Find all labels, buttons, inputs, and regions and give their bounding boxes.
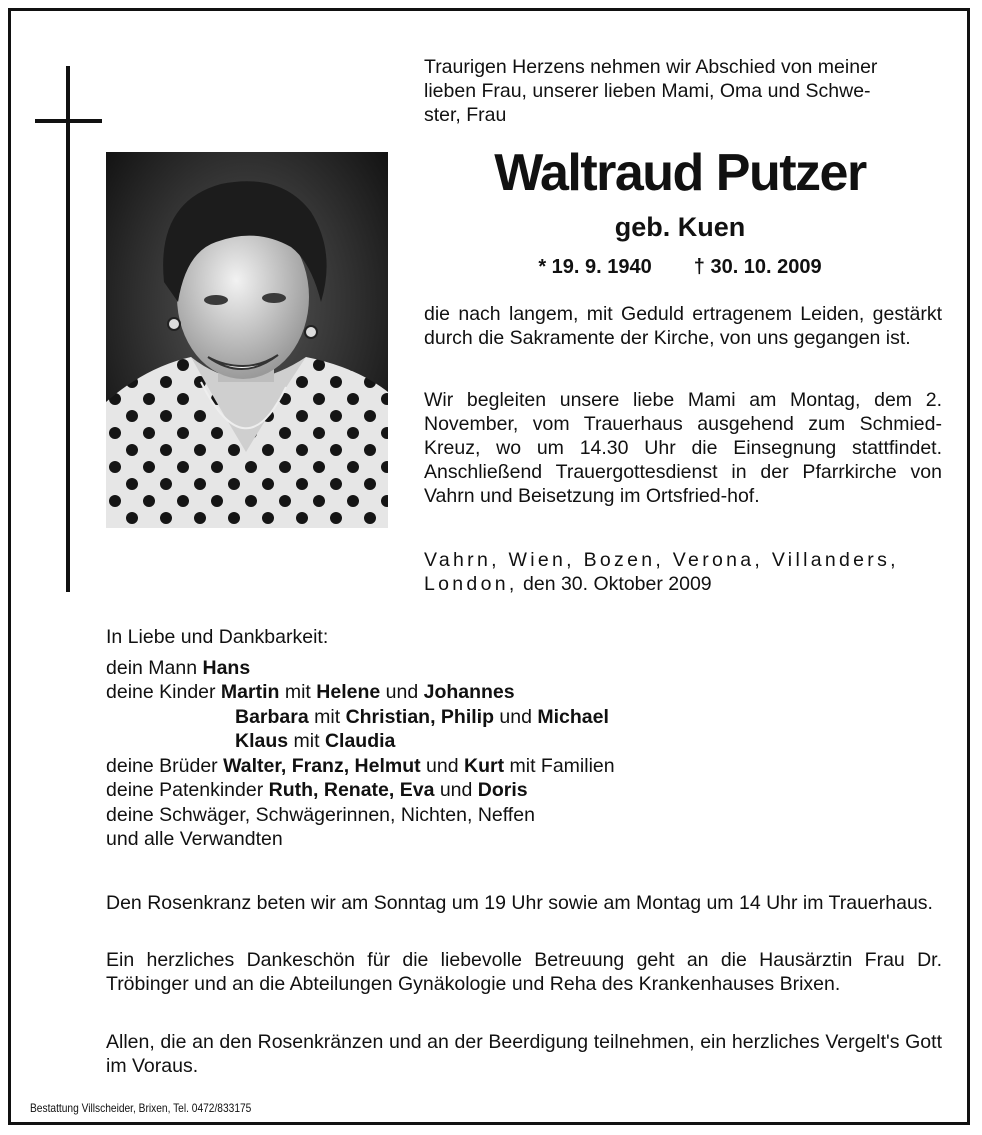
mourner-inlaws: deine Schwäger, Schwägerinnen, Nichten, Neffen bbox=[106, 803, 535, 826]
mourner-child-barbara: Barbara mit Christian, Philip und Michael bbox=[235, 705, 609, 728]
passing-paragraph: die nach langem, mit Geduld ertragenem Leiden, gestärkt durch die Sakramente der Kirche, von uns gegangen ist. bbox=[424, 303, 942, 349]
mourners-list bbox=[106, 625, 806, 852]
mourner-child-klaus: Klaus mit Claudia bbox=[235, 730, 396, 752]
places-line: Vahrn, Wien, Bozen, Verona, Villanders, bbox=[424, 549, 899, 571]
place-date bbox=[424, 548, 944, 596]
life-dates bbox=[380, 253, 980, 281]
funeral-home-footer: Bestattung Villscheider, Brixen, Tel. 0472/833175 bbox=[30, 1101, 252, 1115]
maiden-name: geb. Kuen bbox=[614, 212, 746, 242]
intro-line: lieben Frau, unserer lieben Mami, Oma und Schwe- bbox=[424, 80, 871, 102]
rosary-paragraph: Den Rosenkranz beten wir am Sonntag um 19 Uhr sowie am Montag um 14 Uhr im Trauerhaus. bbox=[106, 892, 933, 914]
thanks-all-paragraph: Allen, die an den Rosenkränzen und an der Beerdigung teilnehmen, ein herzliches Vergelt's Gott im Voraus. bbox=[106, 1031, 942, 1077]
mourner-relatives: und alle Verwandten bbox=[106, 828, 283, 850]
birth-date: * 19. 9. 1940 bbox=[538, 256, 652, 278]
death-date: † 30. 10. 2009 bbox=[693, 256, 822, 278]
funeral-paragraph: Wir begleiten unsere liebe Mami am Montag, dem 2. November, vom Trauerhaus ausgehend zum Schmied-Kreuz, wo um 14.30 Uhr die Einsegnung stattfindet. Anschließend Trauergottesdienst in der Pfarrkirche von Vahrn und Beisetzung im Ortsfried-hof. bbox=[424, 389, 942, 507]
intro-line: ster, Frau bbox=[424, 104, 507, 126]
mourner-children: deine Kinder Martin mit Helene und Johannes bbox=[106, 681, 515, 703]
mourner-husband: dein Mann Hans bbox=[106, 656, 251, 679]
intro-line: Traurigen Herzens nehmen wir Abschied von meiner bbox=[424, 56, 878, 78]
portrait-photo bbox=[106, 152, 388, 528]
thanks-paragraph: Ein herzliches Dankeschön für die liebevolle Betreuung geht an die Hausärztin Frau Dr. Tröbinger und an die Abteilungen Gynäkologie und Reha des Krankenhauses Brixen. bbox=[106, 949, 942, 995]
intro-text bbox=[424, 55, 944, 127]
cross-icon-vertical bbox=[66, 66, 70, 592]
mourner-godchildren: deine Patenkinder Ruth, Renate, Eva und Doris bbox=[106, 779, 528, 801]
place-date-line bbox=[424, 572, 944, 596]
mourners-intro: In Liebe und Dankbarkeit: bbox=[106, 626, 329, 648]
notice-date: den 30. Oktober 2009 bbox=[517, 573, 712, 595]
mourner-brothers: deine Brüder Walter, Franz, Helmut und Kurt mit Familien bbox=[106, 754, 615, 777]
cross-icon-horizontal bbox=[35, 119, 102, 123]
place-london: London, bbox=[424, 573, 518, 595]
deceased-name: Waltraud Putzer bbox=[494, 144, 866, 202]
